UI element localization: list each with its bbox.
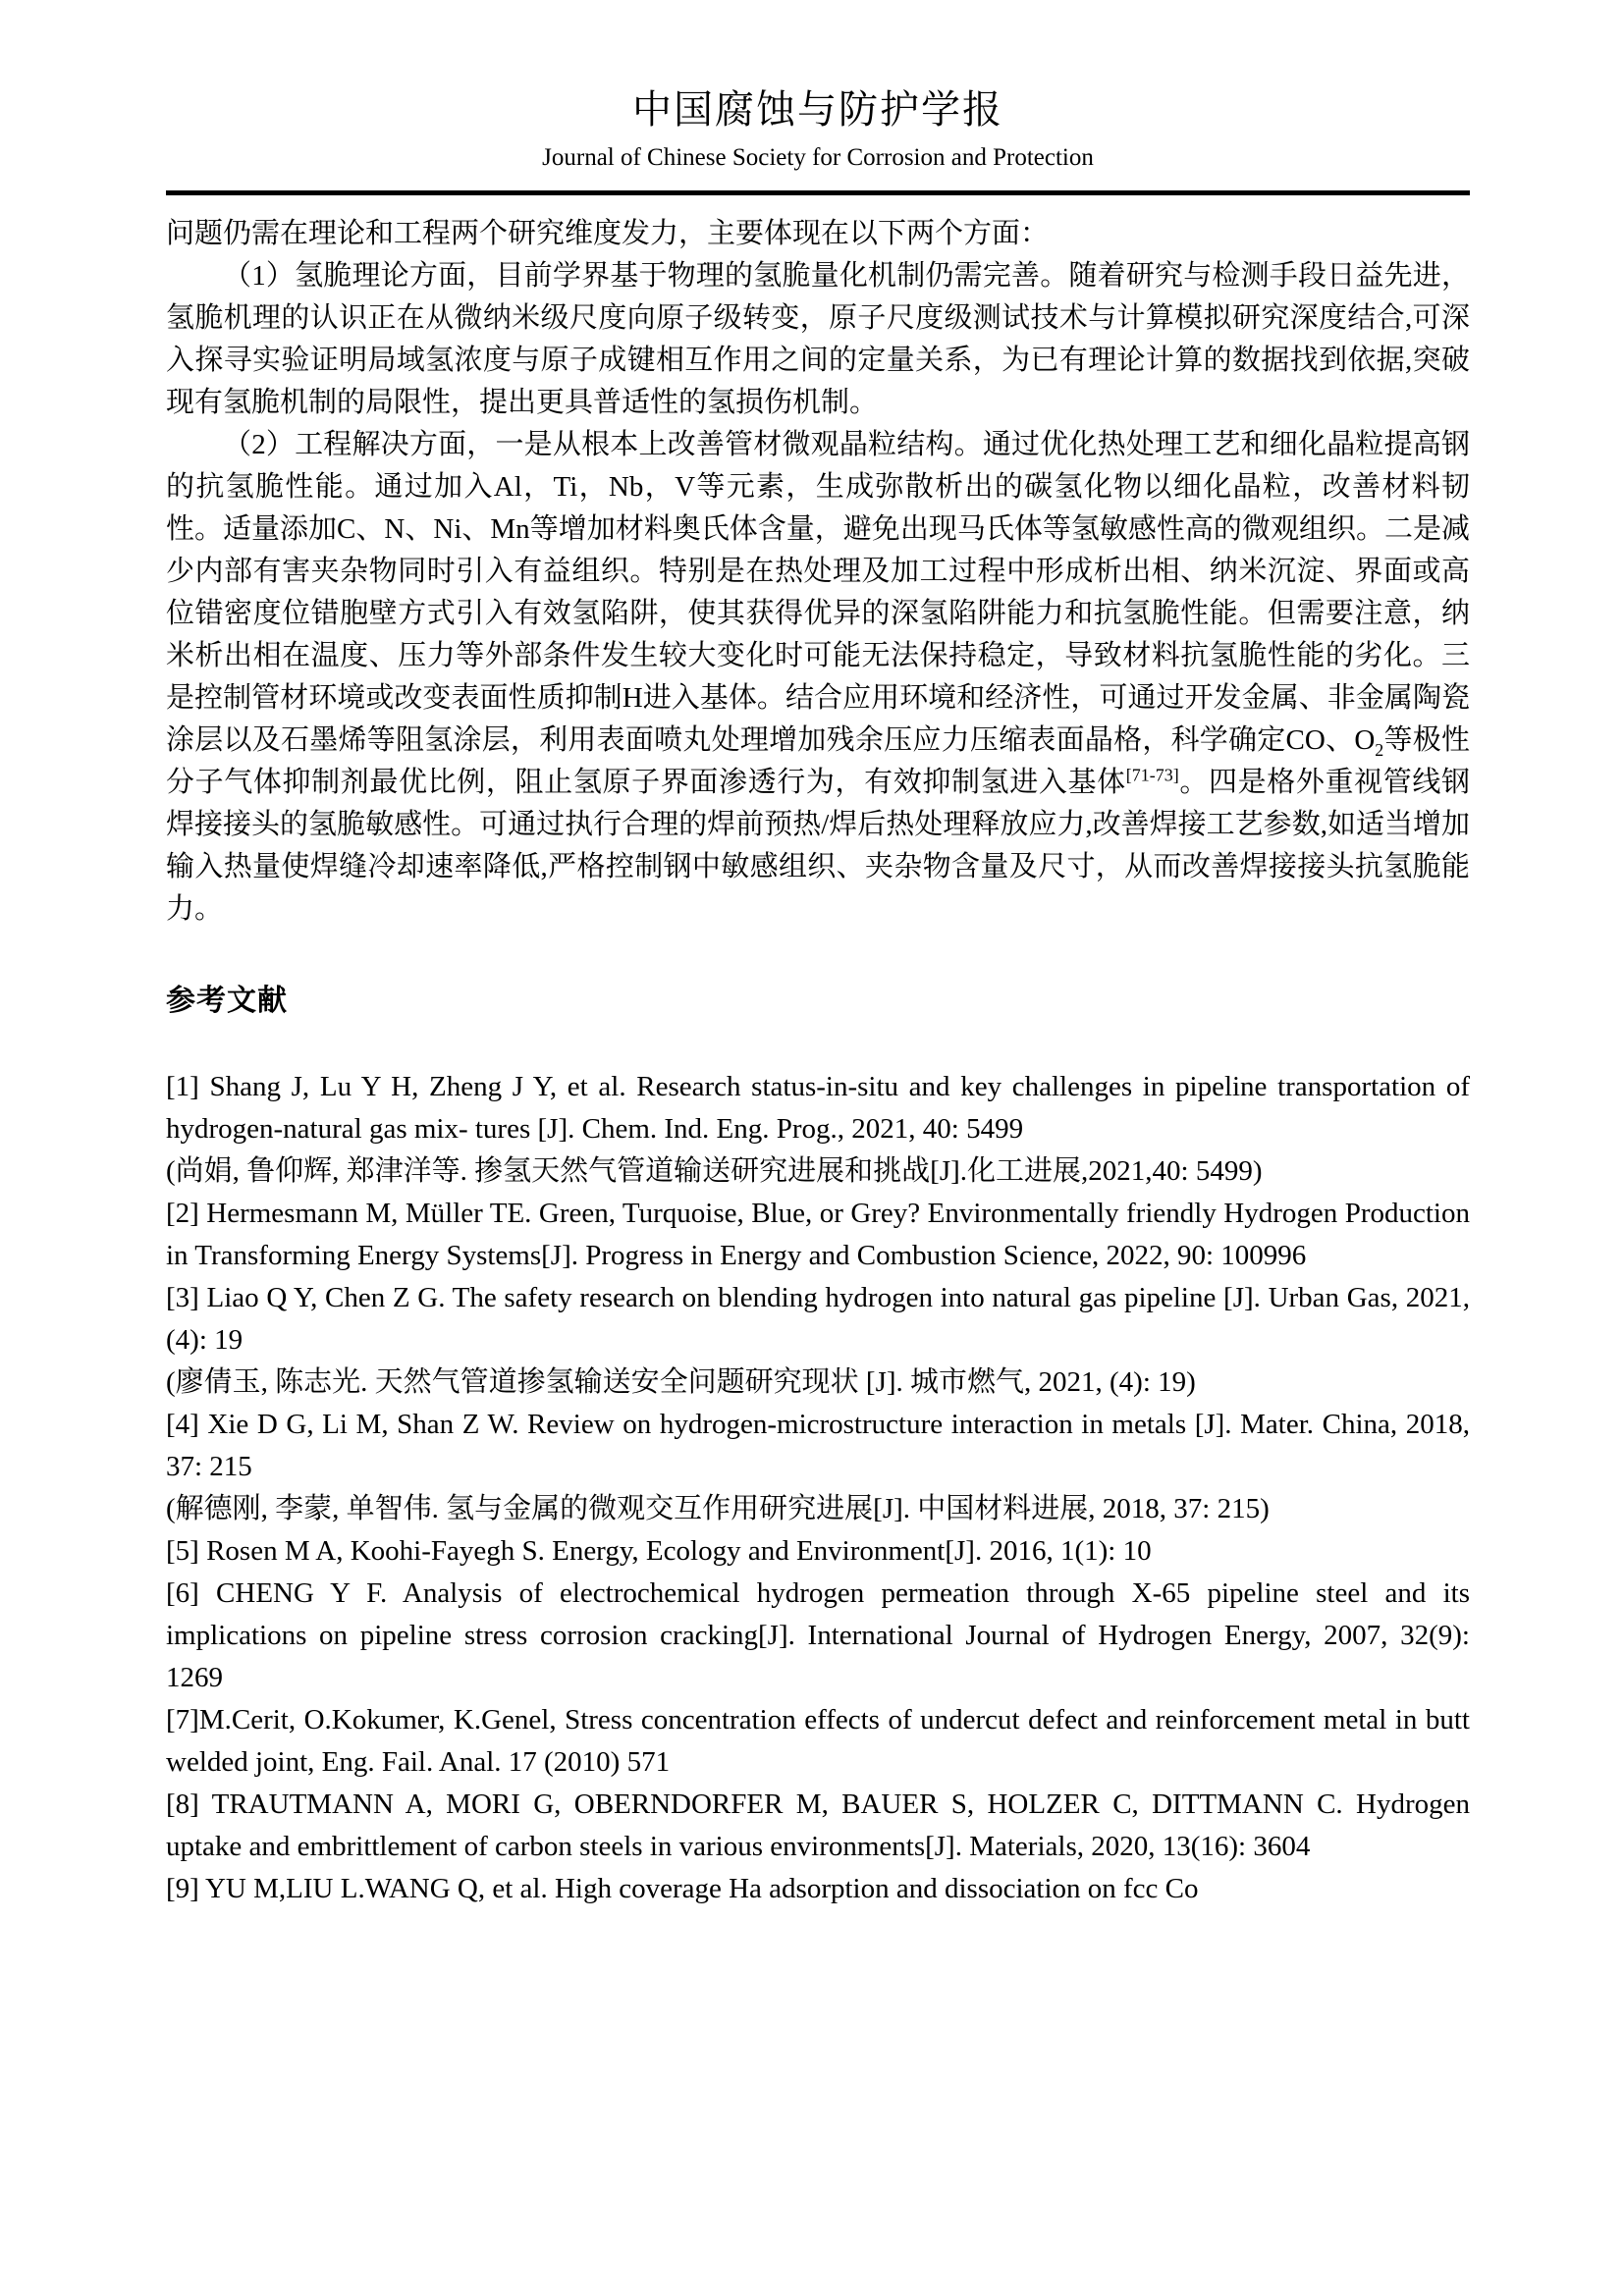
citation-superscript: [71-73] <box>1125 765 1179 785</box>
reference-item: [2] Hermesmann M, Müller TE. Green, Turquoise, Blue, or Grey? Environmentally friendly Hydrogen Production in Transforming Energy Systems[J]. Progress in Energy and Combustion Science, 2022, 90: 100996 <box>166 1198 1470 1271</box>
reference-list <box>166 1066 1470 1910</box>
reference-item: [5] Rosen M A, Koohi-Fayegh S. Energy, Ecology and Environment[J]. 2016, 1(1): 10 <box>166 1535 1152 1567</box>
reference-item: [1] Shang J, Lu Y H, Zheng J Y, et al. Research status-in-situ and key challenges in pipeline transportation of hydrogen-natural gas mix- tures [J]. Chem. Ind. Eng. Prog., 2021, 40: 5499 <box>166 1071 1470 1145</box>
body-paragraph: （2）工程解决方面，一是从根本上改善管材微观晶粒结构。通过优化热处理工艺和细化晶粒提高钢的抗氢脆性能。通过加入Al，Ti，Nb，V等元素，生成弥散析出的碳氢化物以细化晶粒，改善材料韧性。适量添加C、N、Ni、Mn等增加材料奥氏体含量，避免出现马氏体等氢敏感性高的微观组织。二是减少内部有害夹杂物同时引入有益组织。特别是在热处理及加工过程中形成析出相、纳米沉淀、界面或高位错密度位错胞壁方式引入有效氢陷阱，使其获得优异的深氢陷阱能力和抗氢脆性能。但需要注意，纳米析出相在温度、压力等外部条件发生较大变化时可能无法保持稳定，导致材料抗氢脆性能的劣化。三是控制管材环境或改变表面性质抑制H进入基体。结合应用环境和经济性，可通过开发金属、非金属陶瓷涂层以及石墨烯等阻氢涂层，利用表面喷丸处理增加残余压应力压缩表面晶格，科学确定CO、$O_2$等极性分子气体抑制剂最优比例，阻止氢原子界面渗透行为，有效抑制氢进入基体[71-73]。四是格外重视管线钢焊接接头的氢脆敏感性。可通过执行合理的焊前预热/焊后热处理释放应力,改善焊接工艺参数,如适当增加输入热量使焊缝冷却速率降低,严格控制钢中敏感组织、夹杂物含量及尺寸，从而改善焊接接头抗氢脆能力。 <box>166 429 1470 925</box>
journal-title-en: Journal of Chinese Society for Corrosion and Protection <box>542 144 1094 171</box>
header-rule <box>166 190 1470 195</box>
reference-item: [7]M.Cerit, O.Kokumer, K.Genel, Stress concentration effects of undercut defect and reinforcement metal in butt welded joint, Eng. Fail. Anal. 17 (2010) 571 <box>166 1704 1470 1778</box>
reference-item: (尚娟, 鲁仰辉, 郑津洋等. 掺氢天然气管道输送研究进展和挑战[J].化工进展,2021,40: 5499) <box>166 1155 1263 1187</box>
reference-item: (解德刚, 李蒙, 单智伟. 氢与金属的微观交互作用研究进展[J]. 中国材料进展, 2018, 37: 215) <box>166 1493 1270 1524</box>
body-paragraph: 问题仍需在理论和工程两个研究维度发力，主要体现在以下两个方面： <box>166 218 1050 249</box>
reference-item: (廖倩玉, 陈志光. 天然气管道掺氢输送安全问题研究现状 [J]. 城市燃气, 2021, (4): 19) <box>166 1366 1196 1398</box>
reference-item: [9] YU M,LIU L.WANG Q, et al. High coverage Ha adsorption and dissociation on fcc Co <box>166 1873 1199 1904</box>
journal-title-cn: 中国腐蚀与防护学报 <box>632 87 1003 132</box>
body-paragraphs <box>166 213 1470 931</box>
reference-item: [4] Xie D G, Li M, Shan Z W. Review on hydrogen-microstructure interaction in metals [J]. Mater. China, 2018, 37: 215 <box>166 1409 1470 1482</box>
body-paragraph: （1）氢脆理论方面，目前学界基于物理的氢脆量化机制仍需完善。随着研究与检测手段日益先进，氢脆机理的认识正在从微纳米级尺度向原子级转变，原子尺度级测试技术与计算模拟研究深度结合,可深入探寻实验证明局域氢浓度与原子成键相互作用之间的定量关系，为已有理论计算的数据找到依据,突破现有氢脆机制的局限性，提出更具普适性的氢损伤机制。 <box>166 260 1470 418</box>
reference-item: [3] Liao Q Y, Chen Z G. The safety research on blending hydrogen into natural gas pipeline [J]. Urban Gas, 2021, (4): 19 <box>166 1282 1470 1356</box>
reference-item: [6] CHENG Y F. Analysis of electrochemical hydrogen permeation through X-65 pipeline steel and its implications on pipeline stress corrosion cracking[J]. International Journal of Hydrogen Energy, 2007, 32(9): 1269 <box>166 1577 1470 1693</box>
chemical-subscript: 2 <box>1375 739 1384 760</box>
references-heading: 参考文献 <box>166 985 288 1017</box>
page-header <box>166 86 1470 173</box>
reference-item: [8] TRAUTMANN A, MORI G, OBERNDORFER M, BAUER S, HOLZER C, DITTMANN C. Hydrogen uptake and embrittlement of carbon steels in various environments[J]. Materials, 2020, 13(16): 3604 <box>166 1789 1470 1862</box>
